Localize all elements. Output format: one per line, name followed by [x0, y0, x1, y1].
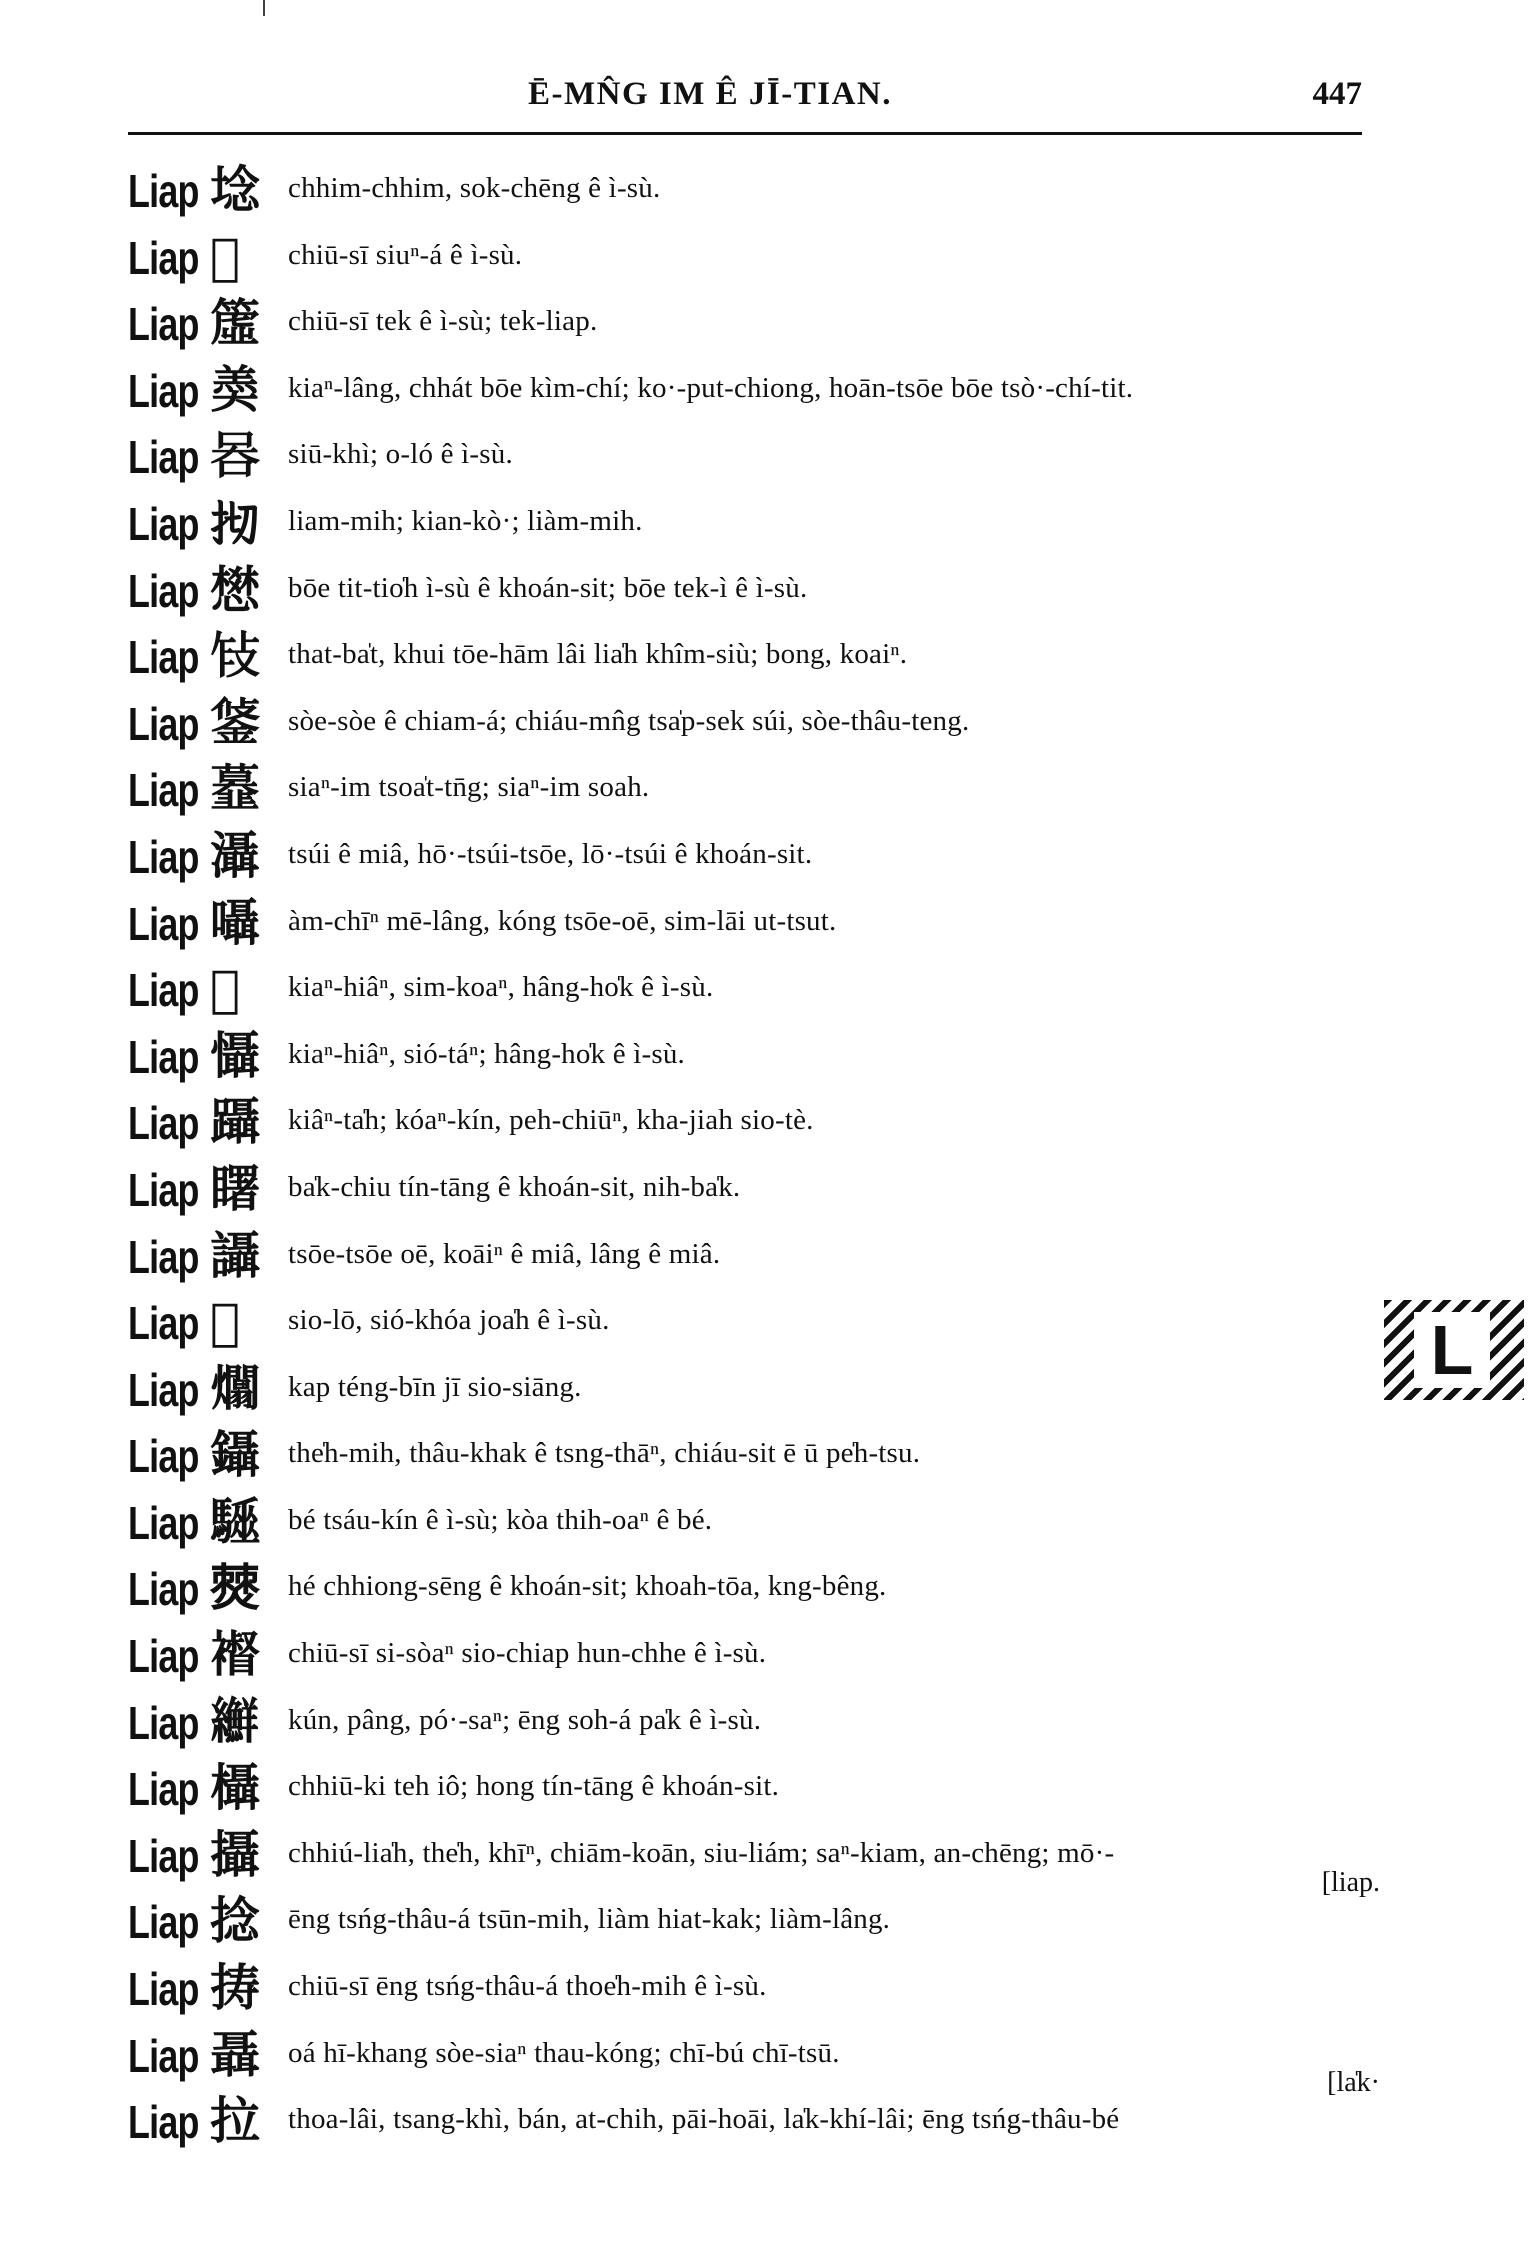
entry-headword: Liap — [128, 697, 199, 750]
dictionary-entry — [128, 1361, 1388, 1428]
entry-definition: ba̍k-chiu tín-tāng ê khoán-sit, nih-ba̍k. — [288, 1170, 741, 1203]
entry-headword: Liap — [128, 1563, 199, 1616]
entry-definition: the̍h-mih, thâu-khak ê tsng-thāⁿ, chiáu-sit ē ū pe̍h-tsu. — [288, 1437, 921, 1470]
dictionary-entry — [128, 1560, 1388, 1627]
dictionary-entry — [128, 1228, 1388, 1295]
entry-headword: Liap — [128, 964, 199, 1017]
entry-character: 𥌓 — [210, 1159, 260, 1218]
entry-definition: chiū-sī tek ê ì-sù; tek-liap. — [288, 305, 598, 338]
entry-headword: Liap — [128, 1496, 199, 1549]
dictionary-entry — [128, 1627, 1388, 1694]
dictionary-entry — [128, 761, 1388, 828]
entry-headword: Liap — [128, 1829, 199, 1882]
dictionary-entry — [128, 562, 1388, 629]
dictionary-entry — [128, 961, 1388, 1028]
entry-definition: siaⁿ-im tsoa̍t-tn̄g; siaⁿ-im soah. — [288, 771, 650, 804]
entry-character: 躡 — [210, 1093, 260, 1152]
header-title: Ē-MN̂G IM Ê JĪ-TIAN. — [528, 76, 892, 112]
entry-headword: Liap — [128, 1963, 199, 2016]
entry-character: 埝 — [210, 161, 260, 219]
entry-definition: tsúi ê miâ, hō·-tsúi-tsōe, lō·-tsúi ê khoán-sit. — [288, 837, 813, 870]
entry-headword: Liap — [128, 1297, 199, 1350]
header-rule — [128, 132, 1362, 135]
entry-headword: Liap — [128, 1363, 199, 1416]
entry-character: 囁 — [210, 893, 260, 952]
entry-character: 𩦁 — [210, 1492, 260, 1551]
entry-character: 𢡟 — [210, 560, 260, 619]
entry-definition: chhiú-lia̍h, the̍h, khīⁿ, chiām-koān, siu-liám; saⁿ-kiam, an-chēng; mō·- — [288, 1836, 1115, 1869]
entry-definition: hé chhiong-sēng ê khoán-sit; khoah-tōa, kng-bêng. — [288, 1570, 887, 1603]
entry-character: 𠍝 — [210, 960, 241, 1019]
entry-character: 𢼎 — [210, 627, 260, 686]
entry-character: 懾 — [210, 1026, 260, 1085]
page-number: 447 — [1312, 76, 1362, 112]
entry-definition: kún, pâng, pó·-saⁿ; ēng soh-á pa̍k ê ì-sù. — [288, 1703, 762, 1736]
entry-headword: Liap — [128, 564, 199, 617]
entry-definition: kiaⁿ-lâng, chhát bōe kìm-chí; ko·-put-chiong, hoān-tsōe bōe tsò·-chí-tit. — [288, 371, 1134, 404]
dictionary-entry — [128, 2093, 1388, 2160]
entry-headword: Liap — [128, 1030, 199, 1083]
entry-definition: kap téng-bīn jī sio-siāng. — [288, 1370, 582, 1403]
entry-continuation: [liap. — [1321, 1866, 1380, 1898]
entry-character: 讘 — [210, 1226, 260, 1285]
thumb-index-tab — [1384, 1300, 1524, 1400]
entry-definition: thoa-lâi, tsang-khì, bán, at-chih, pāi-hoāi, la̍k-khí-lâi; ēng tsńg-thâu-bé — [288, 2103, 1120, 2136]
entry-character: 𢭏 — [210, 1959, 260, 2018]
dictionary-entry — [128, 1760, 1388, 1827]
entry-definition: bōe tit-tio̍h ì-sù ê khoán-sit; bōe tek-ì ê ì-sù. — [288, 571, 808, 604]
dictionary-entry — [128, 1893, 1388, 1960]
dictionary-entry — [128, 162, 1388, 229]
dictionary-entry — [128, 295, 1388, 362]
dictionary-entry — [128, 2025, 1388, 2098]
entry-headword: Liap — [128, 165, 199, 217]
entry-definition: ēng tsńg-thâu-á tsūn-mih, liàm hiat-kak; liàm-lâng. — [288, 1903, 891, 1936]
entry-character: 聶 — [210, 2025, 260, 2084]
entry-headword: Liap — [128, 364, 199, 417]
entry-list — [128, 162, 1388, 2160]
entry-headword: Liap — [128, 897, 199, 950]
entry-headword: Liap — [128, 631, 199, 684]
dictionary-entry — [128, 1161, 1388, 1228]
thumb-index-letter: L — [1414, 1312, 1490, 1388]
entry-character: 𥳁 — [210, 294, 260, 353]
page-edge-mark — [263, 0, 265, 16]
entry-continuation: [la̍k· — [1327, 2066, 1380, 2098]
entry-definition: tsōe-tsōe oē, koāiⁿ ê miâ, lâng ê miâ. — [288, 1237, 721, 1270]
entry-definition: chiū-sī siuⁿ-á ê ì-sù. — [288, 238, 523, 271]
entry-definition: chiū-sī si-sòaⁿ sio-chiap hun-chhe ê ì-sù. — [288, 1637, 767, 1670]
entry-headword: Liap — [128, 1763, 199, 1816]
dictionary-entry — [128, 428, 1388, 495]
entry-character: 𧝴 — [210, 1626, 260, 1685]
entry-character: 攝 — [210, 1825, 260, 1884]
entry-headword: Liap — [128, 1097, 199, 1150]
entry-character: 捻 — [210, 1892, 260, 1951]
dictionary-entry — [128, 1694, 1388, 1761]
entry-headword: Liap — [128, 1630, 199, 1683]
entry-character: 𥸰 — [210, 227, 241, 286]
entry-headword: Liap — [128, 1696, 199, 1749]
entry-character: 𢪃 — [210, 493, 260, 552]
dictionary-entry — [128, 495, 1388, 562]
entry-definition: siū-khì; o-ló ê ì-sù. — [288, 438, 513, 471]
entry-character: 𡙡 — [210, 360, 260, 419]
entry-headword: Liap — [128, 764, 199, 817]
entry-headword: Liap — [128, 2029, 199, 2082]
entry-headword: Liap — [128, 298, 199, 351]
entry-definition: kiaⁿ-hiâⁿ, sim-koaⁿ, hâng-ho̍k ê ì-sù. — [288, 971, 714, 1004]
entry-headword: Liap — [128, 2096, 199, 2149]
entry-definition: kiaⁿ-hiâⁿ, sió-táⁿ; hâng-ho̍k ê ì-sù. — [288, 1037, 686, 1070]
entry-definition: oá hī-khang sòe-siaⁿ thau-kóng; chī-bú chī-tsū. — [288, 2036, 840, 2069]
entry-character: 𩐍 — [210, 760, 260, 819]
dictionary-entry — [128, 362, 1388, 429]
entry-definition: chiū-sī ēng tsńg-thâu-á thoe̍h-mih ê ì-sù. — [288, 1970, 767, 2003]
entry-definition: sio-lō, sió-khóa joa̍h ê ì-sù. — [288, 1304, 610, 1337]
entry-headword: Liap — [128, 497, 199, 550]
dictionary-entry — [128, 828, 1388, 895]
entry-definition: sòe-sòe ê chiam-á; chiáu-mn̂g tsa̍p-sek súi, sòe-thâu-teng. — [288, 704, 970, 737]
entry-character: 𠱑 — [210, 427, 260, 486]
entry-character: 𨦷 — [210, 693, 260, 752]
entry-headword: Liap — [128, 1163, 199, 1216]
entry-headword: Liap — [128, 431, 199, 484]
entry-definition: bé tsáu-kín ê ì-sù; kòa thih-oaⁿ ê bé. — [288, 1503, 713, 1536]
entry-character: 𤏡 — [210, 1559, 260, 1618]
running-header — [128, 70, 1362, 140]
entry-character: 灄 — [210, 826, 260, 885]
entry-headword: Liap — [128, 830, 199, 883]
entry-definition: that-ba̍t, khui tōe-hām lâi lia̍h khîm-siù; bong, koaiⁿ. — [288, 638, 908, 671]
dictionary-entry — [128, 1960, 1388, 2027]
entry-character: 𦇫 — [210, 1692, 260, 1751]
entry-headword: Liap — [128, 1230, 199, 1283]
entry-headword: Liap — [128, 231, 199, 284]
dictionary-entry — [128, 1094, 1388, 1161]
entry-definition: liam-mih; kian-kò·; liàm-mih. — [288, 504, 643, 537]
dictionary-entry — [128, 1294, 1388, 1361]
entry-definition: kiâⁿ-ta̍h; kóaⁿ-kín, peh-chiūⁿ, kha-jiah sio-tè. — [288, 1104, 814, 1137]
dictionary-entry — [128, 1494, 1388, 1561]
entry-character: 鑷 — [210, 1426, 260, 1485]
dictionary-entry — [128, 229, 1388, 296]
dictionary-entry — [128, 695, 1388, 762]
dictionary-entry — [128, 1427, 1388, 1494]
entry-definition: àm-chīⁿ mē-lâng, kóng tsōe-oē, sim-lāi ut-tsut. — [288, 904, 837, 937]
dictionary-entry — [128, 895, 1388, 962]
entry-definition: chhiū-ki teh iô; hong tín-tāng ê khoán-sit. — [288, 1770, 780, 1803]
dictionary-entry — [128, 628, 1388, 695]
entry-character: 欇 — [210, 1759, 260, 1818]
entry-headword: Liap — [128, 1430, 199, 1483]
dictionary-entry — [128, 1028, 1388, 1095]
entry-character: 𤒻 — [210, 1359, 260, 1418]
entry-character: 𣋼 — [210, 1293, 241, 1352]
dictionary-entry — [128, 1825, 1388, 1898]
entry-definition: chhim-chhim, sok-chēng ê ì-sù. — [288, 172, 661, 204]
entry-headword: Liap — [128, 1896, 199, 1949]
entry-character: 拉 — [210, 2092, 260, 2151]
